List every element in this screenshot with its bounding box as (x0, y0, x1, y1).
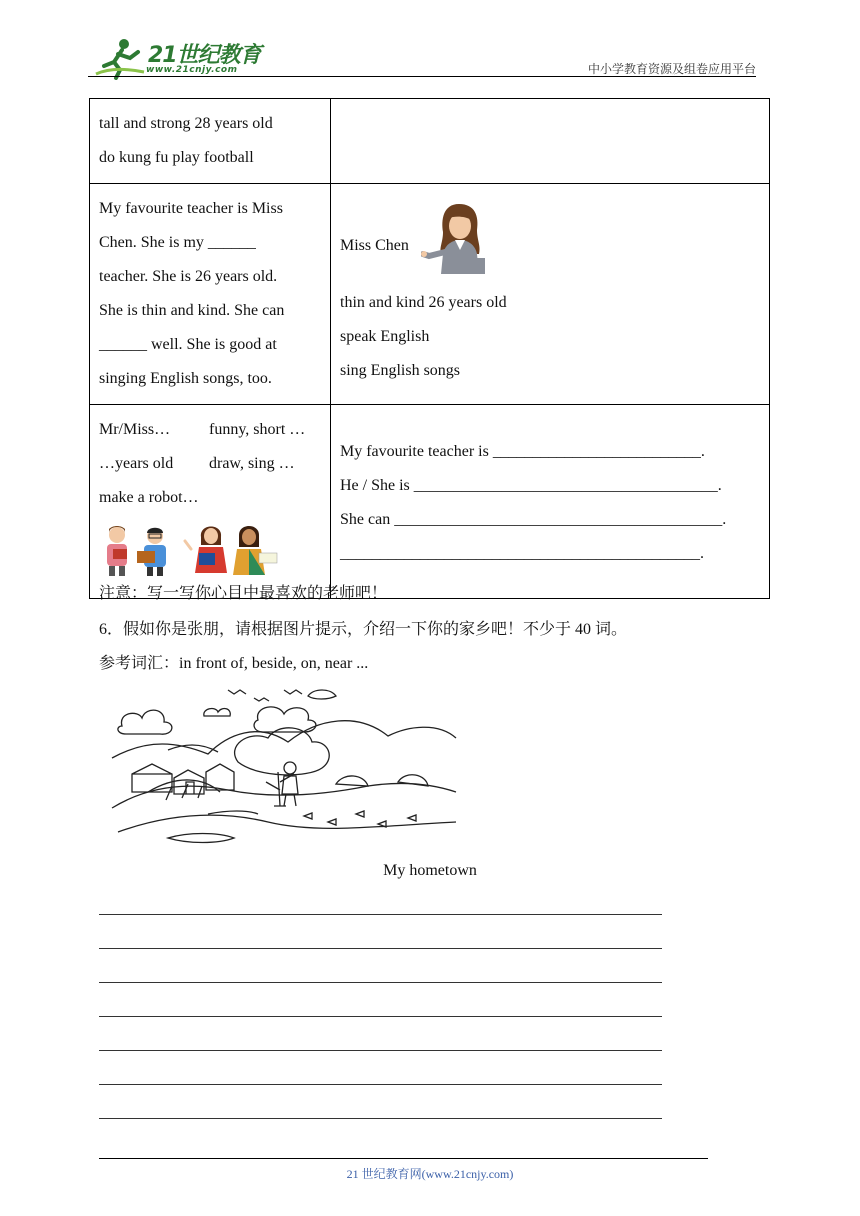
tips-list (99, 413, 321, 515)
question-text: 6．假如你是张朋，请根据图片提示，介绍一下你的家乡吧！不少于 40 词。 (99, 621, 628, 638)
answer-line[interactable] (99, 1118, 662, 1119)
cell-line: thin and kind 26 years old (340, 294, 507, 311)
cell-line: My favourite teacher is Miss (99, 200, 283, 217)
tip-item: Mr/Miss… (99, 421, 171, 438)
cell-line: tall and strong 28 years old (99, 115, 273, 132)
cell-line: do kung fu play football (99, 149, 254, 166)
table-cell (331, 405, 770, 599)
tip-item: make a robot… (99, 489, 199, 506)
footer-divider (99, 1158, 708, 1159)
table-row (90, 99, 770, 184)
writing-title: My hometown (383, 862, 477, 879)
cell-line: speak English (340, 328, 430, 345)
table-cell (331, 99, 770, 184)
answer-line[interactable] (99, 914, 662, 915)
table-cell (90, 405, 331, 599)
teacher-illustration (421, 198, 503, 278)
table-cell (90, 184, 331, 405)
answer-line[interactable] (99, 948, 662, 949)
platform-label: 中小学教育资源及组卷应用平台 (587, 62, 756, 76)
vocab-hint: 参考词汇：in front of, beside, on, near ... (99, 655, 369, 672)
answer-line[interactable] (99, 1016, 662, 1017)
logo-url: www.21cnjy.com (146, 65, 238, 75)
footer-text: 21 世纪教育网(www.21cnjy.com) (346, 1167, 514, 1181)
answer-line[interactable] (99, 1050, 662, 1051)
answer-line[interactable] (99, 982, 662, 983)
blank-sentence: _____________________________________________. (340, 545, 704, 562)
table-row (90, 184, 770, 405)
tip-item: funny, short … (209, 421, 306, 438)
cell-line: ______ well. She is good at (99, 336, 277, 353)
cell-line: Chen. She is my ______ (99, 234, 256, 251)
note-text: 注意：写一写你心目中最喜欢的老师吧！ (99, 585, 388, 602)
table-row (90, 405, 770, 599)
blank-sentence: He / She is ______________________________________. (340, 477, 722, 494)
cell-line: teacher. She is 26 years old. (99, 268, 278, 285)
table-cell (90, 99, 331, 184)
page-header (88, 36, 756, 80)
runner-icon (94, 36, 150, 80)
blank-sentence: She can _________________________________________. (340, 511, 727, 528)
teachers-illustration (99, 523, 283, 577)
blank-sentence: My favourite teacher is __________________________. (340, 443, 705, 460)
cell-line: sing English songs (340, 362, 461, 379)
header-divider (88, 76, 756, 77)
logo-text: 21世纪教育 (148, 43, 261, 68)
cell-line: She is thin and kind. She can (99, 302, 285, 319)
cell-line: singing English songs, too. (99, 370, 272, 387)
table-cell (331, 184, 770, 405)
teacher-name: Miss Chen (340, 237, 409, 254)
tip-item: …years old (99, 455, 174, 472)
answer-line[interactable] (99, 1084, 662, 1085)
writing-table (89, 98, 770, 599)
tip-item: draw, sing … (209, 455, 295, 472)
hometown-illustration (108, 682, 460, 854)
logo (94, 36, 264, 80)
